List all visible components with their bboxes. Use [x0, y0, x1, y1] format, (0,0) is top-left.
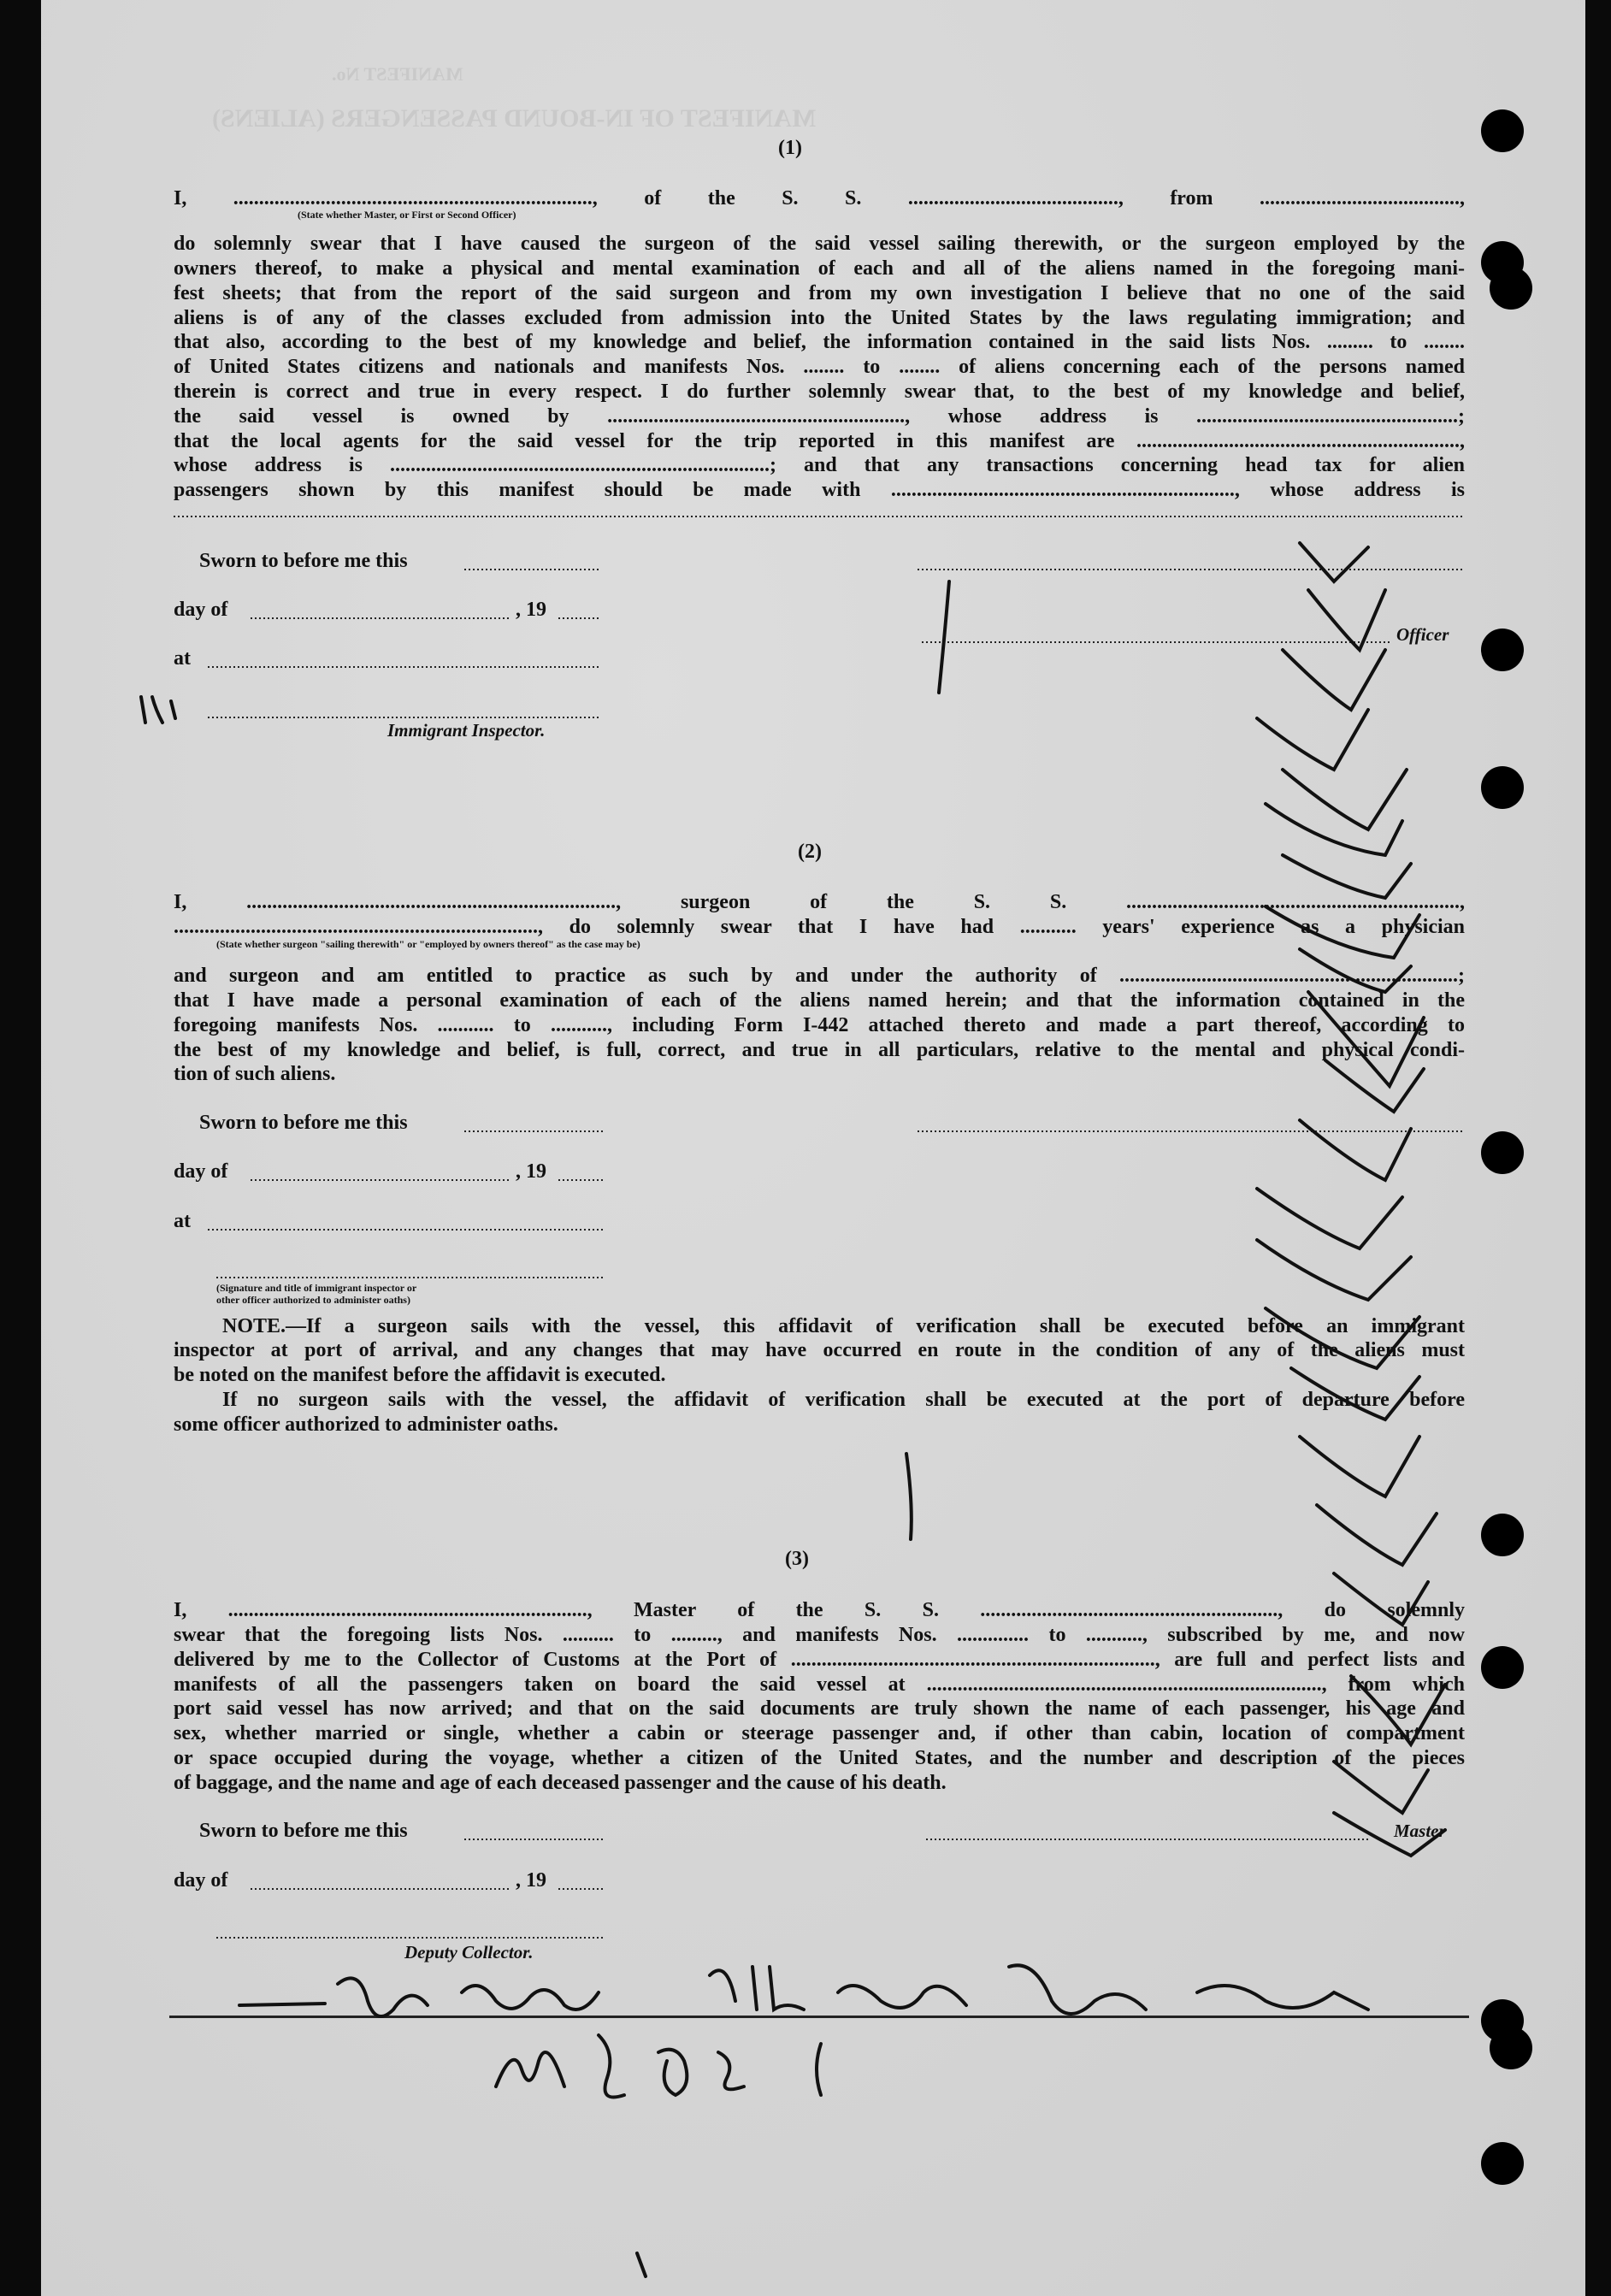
- section-3-line-5: port said vessel has now arrived; and that on the said documents are truly shown the name of each passenger, his age and: [174, 1697, 1465, 1720]
- section-2-sworn-label: Sworn to before me this: [199, 1112, 408, 1134]
- section-3-heading: (3): [785, 1548, 809, 1570]
- section-1-inspector-label: Immigrant Inspector.: [387, 720, 546, 741]
- section-3-day-label: day of: [174, 1869, 228, 1892]
- pen-mark-vertical-2: [906, 1454, 912, 1539]
- section-1-officer-caption: (State whether Master, or First or Second Officer): [298, 209, 516, 221]
- section-3-line-8: of baggage, and the name and age of each deceased passenger and the cause of his death.: [174, 1772, 947, 1794]
- section-3-line-2: swear that the foregoing lists Nos. .......... to ........., and manifests Nos. .............. to ..........., subscribed by me, and now: [174, 1624, 1465, 1646]
- check-mark: [1317, 1505, 1437, 1565]
- section-1-line-9: the said vessel is owned by .........................................................., whose address is ...................................................;: [174, 405, 1465, 428]
- section-3-line-3: delivered by me to the Collector of Customs at the Port of ......................................................................., are full and perfect lists and: [174, 1649, 1465, 1671]
- check-mark: [1257, 1240, 1411, 1300]
- section-2-line-5: foregoing manifests Nos. ........... to ..........., including Form I-442 attached thereto and made a part thereof, according to: [174, 1014, 1465, 1036]
- section-3-master-label: Master: [1394, 1821, 1446, 1841]
- faint-header-line-2: MANIFEST No.: [332, 63, 463, 85]
- punch-hole: [1490, 2027, 1532, 2069]
- section-3-sworn-label: Sworn to before me this: [199, 1820, 408, 1842]
- section-2-line-1: I, ........................................................................, surgeon of the S. S. .................................................................,: [174, 891, 1465, 913]
- note-line-4: If no surgeon sails with the vessel, the affidavit of verification shall be executed at the port of departure before: [222, 1389, 1465, 1411]
- section-1-line-12: passengers shown by this manifest should be made with ..................................................................., whose address is: [174, 479, 1465, 501]
- signature-stroke: [462, 1986, 599, 2010]
- punch-hole: [1481, 109, 1524, 152]
- section-1-line-7: of United States citizens and nationals and manifests Nos. ........ to ........ of aliens concerning each of the persons named: [174, 356, 1465, 378]
- punch-hole: [1481, 1646, 1524, 1689]
- signature-stroke: [1197, 1986, 1368, 2010]
- numeral-stroke: [718, 2052, 744, 2089]
- check-mark: [1308, 590, 1385, 650]
- section-1-line-4: fest sheets; that from the report of the said surgeon and from my own investigation I believe that no one of the said: [174, 282, 1465, 304]
- check-mark: [1300, 1437, 1419, 1496]
- section-2-line-2: ......................................................................., do solemnly swear that I have had ........... years' experience as a physician: [174, 916, 1465, 938]
- check-mark: [1283, 770, 1407, 829]
- punch-hole: [1481, 2142, 1524, 2185]
- numeral-stroke: [599, 2035, 624, 2098]
- punch-hole: [1481, 766, 1524, 809]
- note-line-1: NOTE.—If a surgeon sails with the vessel, this affidavit of verification shall be executed before an immigrant: [222, 1315, 1465, 1337]
- note-line-5: some officer authorized to administer oaths.: [174, 1414, 558, 1436]
- numeral-stroke: [817, 2044, 821, 2095]
- faint-header-line-1: MANIFEST OF IN-BOUND PASSENGERS (ALIENS): [212, 104, 817, 133]
- section-2-day-label: day of: [174, 1160, 228, 1183]
- punch-hole: [1490, 267, 1532, 310]
- section-2-line-3: and surgeon and am entitled to practice as such by and under the authority of ..................................................................;: [174, 965, 1465, 987]
- section-1-line-11: whose address is ..........................................................................; and that any transactions concerning head tax for alien: [174, 454, 1465, 476]
- check-mark: [1291, 1368, 1419, 1420]
- check-mark: [1334, 1813, 1445, 1856]
- signature-stroke: [338, 1978, 428, 2016]
- section-1-officer-label: Officer: [1396, 624, 1449, 645]
- section-1-year-label: , 19: [516, 599, 546, 621]
- section-2-line-4: that I have made a personal examination of each of the aliens named herein; and that the information contained in the: [174, 989, 1465, 1012]
- signature-stroke: [239, 2004, 325, 2005]
- section-3-year-label: , 19: [516, 1869, 546, 1892]
- section-1-line-1: I, ......................................................................, of the S. S. ........................................., from .......................................,: [174, 187, 1465, 210]
- section-1-line-2: do solemnly swear that I have caused the surgeon of the said vessel sailing therewith, or the surgeon employed by the: [174, 233, 1465, 255]
- check-mark: [1266, 804, 1402, 855]
- check-mark: [1283, 855, 1411, 898]
- check-mark: [1334, 1762, 1428, 1813]
- numeral-stroke: [496, 2052, 564, 2086]
- numeral-stroke: [637, 2253, 646, 2276]
- section-2-sig-caption-1: (Signature and title of immigrant inspector or: [216, 1282, 417, 1294]
- section-2-at-label: at: [174, 1210, 191, 1232]
- signature-stroke: [710, 1967, 804, 2010]
- section-1-line-5: aliens is of any of the classes excluded from admission into the United States by the laws regulating immigration; and: [174, 307, 1465, 329]
- check-mark: [1334, 1573, 1428, 1625]
- check-mark: [1283, 650, 1385, 710]
- pen-mark-vertical-1: [939, 581, 949, 693]
- section-3-line-6: sex, whether married or single, whether a cabin or steerage passenger and, if other than cabin, location of compartment: [174, 1722, 1465, 1744]
- check-mark: [1257, 710, 1368, 770]
- section-2-heading: (2): [798, 841, 822, 863]
- section-1-at-label: at: [174, 647, 191, 670]
- section-1-line-6: that also, according to the best of my knowledge and belief, the information contained in the said lists Nos. ......... to ........: [174, 331, 1465, 353]
- section-1-line-3: owners thereof, to make a physical and mental examination of each and all of the aliens named in the foregoing mani-: [174, 257, 1465, 280]
- section-2-line-7: tion of such aliens.: [174, 1063, 336, 1085]
- check-mark: [1266, 1308, 1419, 1368]
- section-3-line-1: I, ......................................................................, Master of the S. S. .........................................................., do solemnly: [174, 1599, 1465, 1621]
- section-3-line-7: or space occupied during the voyage, whether a citizen of the United States, and the number and description of the pieces: [174, 1747, 1465, 1769]
- check-mark: [1257, 1189, 1402, 1248]
- pen-mark-small: [141, 697, 175, 723]
- section-1-heading: (1): [778, 137, 802, 159]
- check-mark: [1266, 906, 1419, 958]
- punch-hole: [1481, 1131, 1524, 1174]
- check-mark: [1300, 543, 1368, 581]
- signature-stroke: [838, 1986, 966, 2008]
- section-1-day-label: day of: [174, 599, 228, 621]
- section-2-surgeon-caption: (State whether surgeon "sailing therewith" or "employed by owners thereof" as the case may be): [216, 938, 640, 950]
- section-3-line-4: manifests of all the passengers taken on board the said vessel at ............................................................................., from which: [174, 1673, 1465, 1696]
- punch-hole: [1481, 1514, 1524, 1556]
- signature-stroke: [1009, 1965, 1146, 2014]
- note-line-3: be noted on the manifest before the affidavit is executed.: [174, 1364, 666, 1386]
- section-2-line-6: the best of my knowledge and belief, is full, correct, and true in all particulars, relative to the mental and physical condi-: [174, 1039, 1465, 1061]
- punch-hole: [1481, 629, 1524, 671]
- check-mark: [1300, 1120, 1411, 1180]
- section-1-line-10: that the local agents for the said vessel for the trip reported in this manifest are ...............................................................,: [174, 430, 1465, 452]
- check-mark: [1351, 1676, 1445, 1744]
- check-mark: [1308, 992, 1424, 1086]
- section-2-year-label: , 19: [516, 1160, 546, 1183]
- note-line-2: inspector at port of arrival, and any changes that may have occurred en route in the condition of any of the aliens must: [174, 1339, 1465, 1361]
- section-1-sworn-label: Sworn to before me this: [199, 550, 408, 572]
- section-1-line-8: therein is correct and true in every respect. I do further solemnly swear that, to the best of my knowledge and belief,: [174, 381, 1465, 403]
- section-3-deputy-label: Deputy Collector.: [404, 1942, 534, 1963]
- section-2-sig-caption-2: other officer authorized to administer oaths): [216, 1294, 410, 1306]
- numeral-stroke: [658, 2050, 687, 2095]
